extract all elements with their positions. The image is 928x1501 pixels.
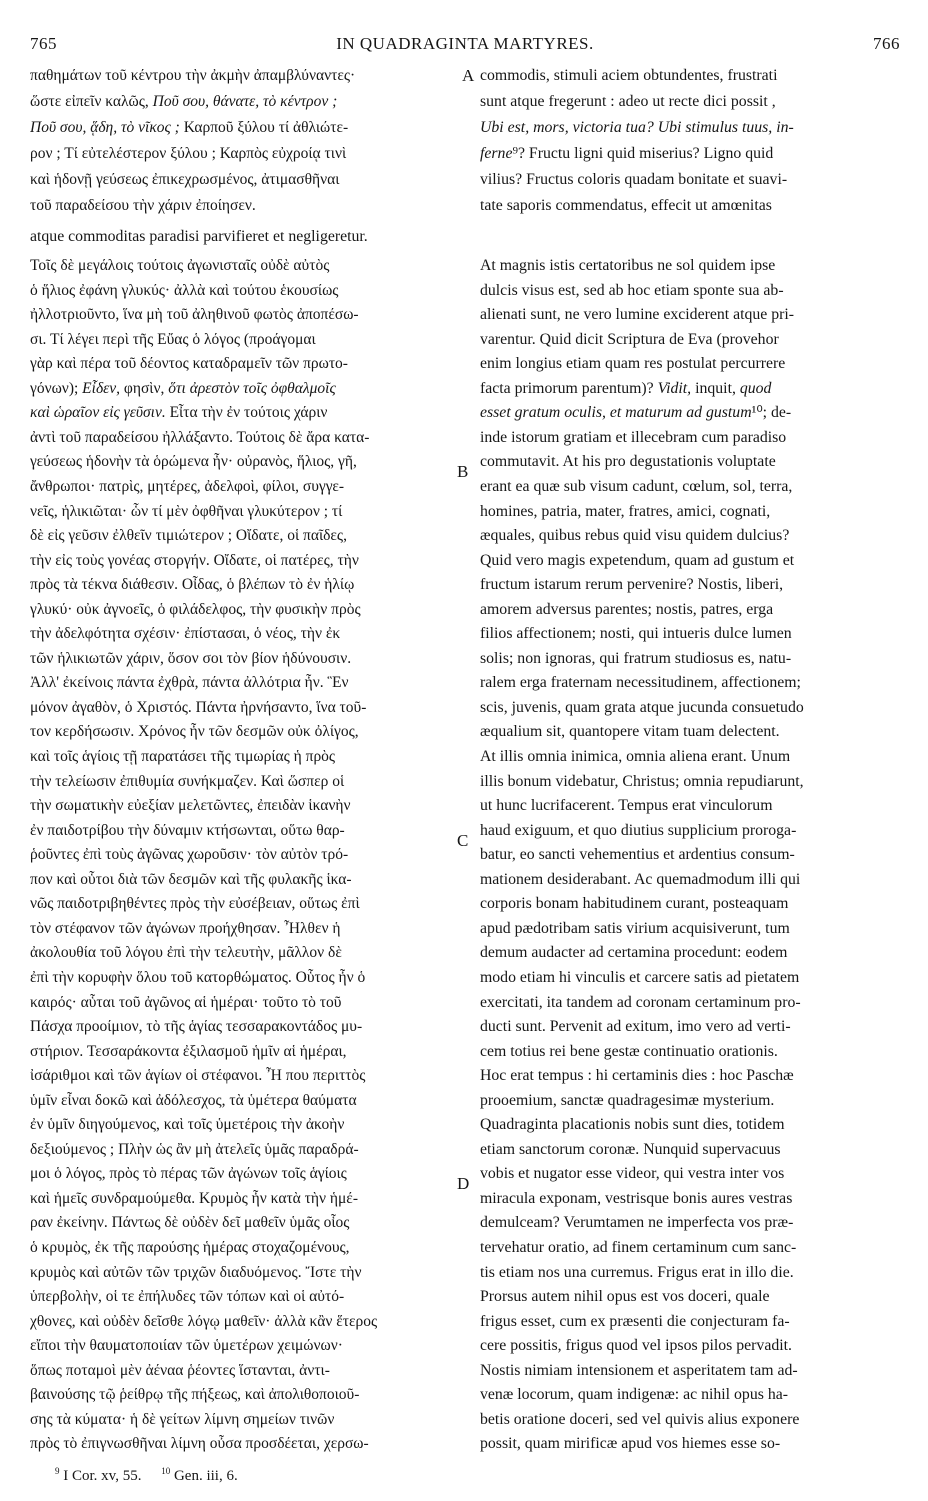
main-latin-line (480, 1432, 900, 1455)
main-latin-line (480, 941, 900, 964)
text-run: tate saporis commendatus, effecit ut amœnitas (480, 197, 772, 214)
main-latin-line (480, 671, 900, 694)
main-latin-line (480, 598, 900, 621)
italic-run: ferne (480, 145, 513, 162)
text-run: Quadraginta placationis nobis sunt dies, totidem (480, 1116, 785, 1134)
text-run: ὑπερβολὴν, οἱ τε ἐπήλυδες τῶν τόπων καὶ οἱ αὐτό- (30, 1288, 345, 1306)
text-run: Hoc erat tempus : hi certaminis dies : hoc Paschæ (480, 1067, 794, 1085)
text-run: filios affectionem; nosti, qui intueris dulce lumen (480, 625, 792, 643)
main-greek-line (30, 1211, 470, 1234)
top-latin-line (480, 142, 900, 165)
text-run: cem totius rei bene gestæ continuatio orationis. (480, 1042, 778, 1060)
main-greek-line (30, 1113, 470, 1136)
text-run: fructum istarum rerum pervenire? Nostis, liberi, (480, 576, 784, 594)
text-run: etiam sanctorum coronæ. Nunquid supervacuus (480, 1140, 781, 1158)
main-latin-line (480, 1015, 900, 1038)
main-latin-line (480, 573, 900, 596)
main-latin-line (480, 647, 900, 670)
main-greek-line (30, 917, 470, 940)
top-greek-line (30, 142, 470, 165)
text-run: miracula exponam, vestrisque bonis aures vestras (480, 1189, 793, 1207)
section-marker: B (457, 462, 469, 482)
page-number-left: 765 (30, 34, 57, 53)
italic-run: quod (739, 379, 772, 397)
main-latin-line (480, 1236, 900, 1259)
main-latin-line (480, 819, 900, 842)
main-latin-line (480, 1408, 900, 1431)
main-greek-line (30, 1310, 470, 1333)
text-run: ἀκολουθία τοῦ λόγου ἐπὶ τὴν τελευτὴν, μᾶλλον δὲ (30, 944, 342, 962)
text-run: Εἶτα τὴν ἐν τούτοις χάριν (165, 404, 328, 422)
main-greek-line (30, 1138, 470, 1161)
text-run: τὸν στέφανον τῶν ἀγώνων προήχθησαν. Ἦλθεν ἡ (30, 919, 341, 937)
text-run: commodis, stimuli aciem obtundentes, frustrati (480, 67, 778, 84)
text-run: Καρποῦ ξύλου τί ἀθλιώτε- (179, 119, 349, 136)
text-run: πρὸς τὸ ἐπιγνωσθῆναι λίμνη οὖσα προσδέεται, χερσω- (30, 1435, 369, 1453)
text-run: σι. Τί λέγει περὶ τῆς Εὔας ὁ λόγος (προάγομαι (30, 330, 316, 348)
main-greek-line (30, 573, 470, 596)
main-greek-line (30, 1040, 470, 1063)
main-greek-line (30, 1089, 470, 1112)
main-greek-line (30, 1187, 470, 1210)
italic-run: ὅτι ἀρεστὸν τοῖς ὀφθαλμοῖς (168, 379, 336, 397)
text-run: τὴν σωματικὴν εὐεξίαν μελετῶντες, ἐπειδὰν ἱκανὴν (30, 797, 351, 815)
text-run: ἐν ὑμῖν διηγούμενος, καὶ τοῖς ὑμετέροις τὴν ἀκοὴν (30, 1116, 345, 1134)
main-latin-line (480, 1211, 900, 1234)
text-run: enim longius etiam quam res postulat percurrere (480, 355, 786, 373)
text-run: καὶ ἡμεῖς συνδραμούμεθα. Κρυμὸς ἦν κατὰ τὴν ἡμέ- (30, 1189, 358, 1207)
main-greek-line (30, 475, 470, 498)
main-latin-line (480, 352, 900, 375)
main-latin-line (480, 303, 900, 326)
text-run: æquales, quibus rebus quid visu quidem dulcius? (480, 527, 790, 545)
main-latin-line (480, 524, 900, 547)
main-greek-line (30, 1408, 470, 1431)
main-greek-line (30, 696, 470, 719)
text-run: ὅπως ποταμοὶ μὲν ἀέναα ῥέοντες ἵστανται, ἀντι- (30, 1361, 330, 1379)
main-latin-line (480, 1359, 900, 1382)
text-run: commutavit. At his pro degustationis voluptate (480, 453, 776, 471)
main-latin-line (480, 1089, 900, 1112)
italic-run: Ubi est, mors, victoria tua? Ubi stimulus tuus, in- (480, 119, 794, 136)
text-run: τὴν εἰς τοὺς γονέας στοργήν. Οἴδατε, οἱ πατέρες, τὴν (30, 551, 359, 569)
main-greek-line (30, 770, 470, 793)
text-run: apud pædotribam satis virium acquisiverunt, tum (480, 919, 790, 937)
text-run: δεξιούμενος ; Πλὴν ὡς ἂν μὴ ἀτελεῖς ὑμᾶς παραδρά- (30, 1140, 359, 1158)
main-greek-line (30, 352, 470, 375)
text-run: κρυμὸς καὶ αὐτῶν τῶν τριχῶν διαδυόμενος. Ἴστε τὴν (30, 1263, 362, 1281)
top-latin-line (480, 116, 900, 139)
text-run: tervehatur oratio, ad finem certaminum cum sanc- (480, 1239, 797, 1256)
main-latin-line (480, 720, 900, 743)
text-run: δὲ εἰς γεῦσιν ἐλθεῖν τιμιώτερον ; Οἴδατε, οἱ παῖδες, (30, 527, 347, 545)
main-greek-line (30, 966, 470, 989)
top-greek-line (30, 194, 470, 217)
text-run: ἀντὶ τοῦ παραδείσου ἠλλάξαντο. Τούτοις δὲ ἄρα κατα- (30, 428, 370, 446)
main-latin-line (480, 1113, 900, 1136)
main-greek-line (30, 303, 470, 326)
text-run: batur, eo sancti vehementius et ardentius consum- (480, 846, 795, 864)
italic-run: Vidit, (657, 379, 692, 397)
text-run: æqualium sit, quantopere vitam tuam delectent. (480, 723, 780, 741)
main-latin-line (480, 1162, 900, 1185)
text-run: mationem desiderabant. Ac quemadmodum illi qui (480, 870, 801, 888)
main-greek-line (30, 745, 470, 768)
text-run: ὑμῖν εἶναι δοκῶ καὶ ἀδόλεσχος, τὰ ὑμέτερα θαύματα (30, 1091, 357, 1109)
text-run: inde istorum gratiam et illecebram cum paradiso (480, 428, 787, 446)
top-greek-line (30, 168, 470, 191)
text-run: corporis bonam habitudinem curant, posteaquam (480, 895, 789, 913)
main-greek-line (30, 598, 470, 621)
text-run: At magnis istis certatoribus ne sol quidem ipse (480, 257, 776, 274)
main-latin-line (480, 770, 900, 793)
main-latin-line (480, 843, 900, 866)
text-run: betis oratione doceri, sed vel quivis alius exponere (480, 1410, 800, 1428)
text-run: νεῖς, ἡλικιῶται· ὧν τί μὲν ὀφθῆναι γλυκύτερον ; τί (30, 502, 343, 520)
text-run: scis, juvenis, quam grata atque jucunda consuetudo (480, 698, 804, 716)
main-latin-line (480, 1334, 900, 1357)
text-run: sunt atque fregerunt : adeo ut recte dici possit , (480, 93, 776, 110)
text-run: ἠλλοτριοῦντο, ἵνα μὴ τοῦ ἀληθινοῦ φωτὸς ἀποπέσω- (30, 306, 359, 324)
top-latin-line (480, 64, 900, 87)
main-greek-line (30, 720, 470, 743)
italic-run: Ποῦ σου, ᾅδη, τὸ νῖκος ; (30, 119, 180, 136)
text-run: ὥστε εἰπεῖν καλῶς, (30, 93, 153, 110)
top-latin-line (480, 194, 900, 217)
top-greek-line (30, 90, 470, 113)
text-run: σης τὰ κύματα· ἡ δὲ γείτων λίμνη σημείων τινῶν (30, 1410, 335, 1428)
text-run: γλυκύ· οὐκ ἀγνοεῖς, ὁ φιλάδελφος, τὴν φυσικὴν πρὸς (30, 600, 361, 618)
text-run: Ἀλλ' ἐκείνοις πάντα ἐχθρὰ, πάντα ἀλλότρια ἦν. Ἓν (30, 674, 349, 692)
text-run: καιρός· αὗται τοῦ ἀγῶνος αἱ ἡμέραι· τοῦτο τὸ τοῦ (30, 993, 342, 1011)
text-run: ὁ ἥλιος ἐφάνη γλυκύς· ἀλλὰ καὶ τούτου ἑκουσίως (30, 281, 339, 299)
top-latin-line (480, 168, 900, 191)
main-latin-line (480, 377, 900, 400)
main-latin-line (480, 1064, 900, 1087)
main-greek-line (30, 279, 470, 302)
text-run: homines, patria, mater, fratres, amici, cognati, (480, 502, 771, 520)
text-run: ἐπὶ τὴν κορυφὴν ὅλου τοῦ κατορθώματος. Οὗτος ἦν ὁ (30, 968, 366, 986)
main-latin-line (480, 1383, 900, 1406)
text-run: possit, quam mirificæ apud vos hiemes esse so- (480, 1435, 781, 1453)
text-run: solis; non ignoras, qui fratrum studiosus es, natu- (480, 649, 792, 667)
text-run: ρον ; Τί εὐτελέστερον ξύλου ; Καρπὸς εὐχροίᾳ τινὶ (30, 145, 347, 162)
top-latin-line (480, 90, 900, 113)
text-run: amorem adversus parentes; nostis, patres, erga (480, 600, 774, 618)
main-greek-line (30, 794, 470, 817)
main-latin-line (480, 279, 900, 302)
text-run: ὁ κρυμὸς, ἐκ τῆς παρούσης ἡμέρας στοχαζομένους, (30, 1239, 350, 1256)
text-run: γὰρ καὶ πέρα τοῦ δέοντος καταδραμεῖν τῶν πρωτο- (30, 355, 348, 373)
top-greek-line (30, 116, 470, 139)
main-latin-line (480, 745, 900, 768)
main-latin-line (480, 868, 900, 891)
text-run: ut hunc lucrifacerent. Tempus erat vinculorum (480, 797, 773, 815)
text-run: dulcis visus est, sed ab hoc etiam sponte sua ab- (480, 281, 784, 299)
text-run: τὴν τελείωσιν ἐπιθυμία συνήκμαζεν. Καὶ ὥσπερ οἱ (30, 772, 345, 790)
main-greek-line (30, 1162, 470, 1185)
text-run: modo etiam hi vinculis et carcere satis ad pietatem (480, 968, 800, 986)
text-run: ἰσάριθμοι καὶ τῶν ἁγίων οἱ στέφανοι. Ἦ που περιττὸς (30, 1067, 366, 1085)
main-greek-line (30, 377, 470, 400)
text-run: καὶ ἡδονῇ γεύσεως ἐπικεχρωσμένος, ἀτιμασθῆναι (30, 171, 340, 188)
text-run: alienati sunt, ne vero lumine exciderent atque pri- (480, 306, 795, 324)
main-latin-line (480, 892, 900, 915)
text-run: χθονες, καὶ οὐδὲν δεῖσθε λόγῳ μαθεῖν· ἀλλὰ κἂν ἕτερος (30, 1312, 378, 1330)
main-latin-line (480, 622, 900, 645)
main-greek-line (30, 892, 470, 915)
main-greek-line (30, 524, 470, 547)
text-run: demulceam? Verumtamen ne imperfecta vos præ- (480, 1214, 794, 1232)
main-latin-line (480, 1310, 900, 1333)
main-greek-line (30, 401, 470, 424)
main-latin-line (480, 401, 900, 424)
text-run: τον κερδήσωσιν. Χρόνος ἦν τῶν δεσμῶν οὐκ ὀλίγος, (30, 723, 359, 741)
main-latin-line (480, 1040, 900, 1063)
section-marker: C (457, 830, 469, 850)
text-run: Τοῖς δὲ μεγάλοις τούτοις ἀγωνισταῖς οὐδὲ αὐτὸς (30, 257, 330, 274)
main-greek-line (30, 1383, 470, 1406)
footnote-10: $^{10}$ Gen. iii, 6. (161, 1466, 238, 1484)
italic-run: esset gratum oculis, et maturum ad gustum (480, 404, 752, 422)
main-latin-line (480, 450, 900, 473)
main-latin-line (480, 1187, 900, 1210)
text-run: Πάσχα προοίμιον, τὸ τῆς ἁγίας τεσσαρακοντάδος μυ- (30, 1018, 363, 1036)
text-run: ῥοῦντες ἐπὶ τοὺς ἀγῶνας χωροῦσιν· τὸν αὐτὸν τρό- (30, 846, 349, 864)
main-greek-line (30, 647, 470, 670)
main-greek-line (30, 941, 470, 964)
main-latin-line (480, 1261, 900, 1284)
text-run: γόνων); (30, 379, 83, 397)
main-greek-line (30, 450, 470, 473)
top-greek-line (30, 64, 470, 87)
main-latin-line (480, 1285, 900, 1308)
main-greek-line (30, 500, 470, 523)
text-run: φησὶν, (120, 379, 169, 397)
text-run: exercitati, ita tandem ad coronam certaminum pro- (480, 993, 801, 1011)
main-greek-line (30, 991, 470, 1014)
main-latin-line (480, 475, 900, 498)
text-run: Prorsus autem nihil opus est vos doceri, quale (480, 1288, 770, 1306)
main-latin-line (480, 991, 900, 1014)
text-run: ραν ἐκείνην. Πάντως δὲ οὐδὲν δεῖ μαθεῖν ὑμᾶς οἷος (30, 1214, 350, 1232)
text-run: erant ea quæ sub visum cadunt, cœlum, sol, terra, (480, 477, 793, 495)
text-run: ducti sunt. Pervenit ad exitum, imo vero ad verti- (480, 1018, 791, 1036)
main-latin-line (480, 500, 900, 523)
text-run: inquit, (691, 379, 740, 397)
main-latin-line (480, 426, 900, 449)
text-run: βαινούσης τῷ ῥείθρῳ τῆς πήξεως, καὶ ἀπολιθοποιοῦ- (30, 1386, 360, 1404)
main-greek-line (30, 868, 470, 891)
text-run: τὴν ἀδελφότητα σχέσιν· ἐπίστασαι, ὁ νέος, τὴν ἐκ (30, 625, 341, 643)
main-greek-line (30, 1334, 470, 1357)
text-run: vilius? Fructus coloris quadam bonitate et suavi- (480, 171, 788, 188)
main-greek-line (30, 426, 470, 449)
main-greek-line (30, 819, 470, 842)
main-greek-line (30, 549, 470, 572)
text-run: νῶς παιδοτριβηθέντες πρὸς τὴν εὐσέβειαν, οὕτως ἐπὶ (30, 895, 360, 913)
main-greek-line (30, 1261, 470, 1284)
text-run: γεύσεως ἡδονὴν τὰ ὁρώμενα ἦν· οὐρανὸς, ἥλιος, γῆ, (30, 453, 357, 471)
top-tail-line: atque commoditas paradisi parvifieret et negligeretur. (30, 228, 368, 245)
text-run: facta primorum parentum)? (480, 379, 658, 397)
main-greek-line (30, 1432, 470, 1455)
footnotes (55, 1466, 254, 1485)
text-run: illis bonum videbatur, Christus; omnia repudiarunt, (480, 772, 804, 790)
text-run: haud exiguum, et quo diutius supplicium proroga- (480, 821, 797, 839)
text-run: demum audacter ad certamina procedunt: eodem (480, 944, 788, 962)
text-run: vobis et nugator esse videor, qui vestra inter vos (480, 1165, 785, 1183)
italic-run: Εἶδεν, (82, 379, 121, 397)
page-number-right: 766 (873, 34, 900, 53)
text-run: ἐν παιδοτρίβου τὴν δύναμιν κτήσωνται, οὕτω θαρ- (30, 821, 345, 839)
main-greek-line (30, 671, 470, 694)
italic-run: Ποῦ σου, θάνατε, τὸ κέντρον ; (152, 93, 338, 110)
section-marker: D (457, 1174, 470, 1194)
main-greek-line (30, 1359, 470, 1382)
text-run: πον καὶ οὗτοι διὰ τῶν δεσμῶν καὶ τῆς φυλακῆς ἱκα- (30, 870, 352, 888)
text-run: μοι ὁ λόγος, πρὸς τὸ πέρας τῶν ἀγώνων τοῖς ἁγίοις (30, 1165, 347, 1183)
text-run: πρὸς τὰ τέκνα διάθεσιν. Οἶδας, ὁ βλέπων τὸ ἐν ἡλίῳ (30, 576, 355, 594)
text-run: στήριον. Τεσσαράκοντα ἐξιλασμοῦ ἡμῖν αἱ ἡμέραι, (30, 1042, 347, 1060)
text-run: τῶν ἡλικιωτῶν χάριν, ὅσον σοι τὸν βίον ἡδύνουσιν. (30, 649, 352, 667)
main-latin-line (480, 1138, 900, 1161)
main-latin-line (480, 966, 900, 989)
main-latin-line (480, 328, 900, 351)
main-greek-line (30, 1064, 470, 1087)
main-latin-line (480, 254, 900, 277)
footnote-9: $^9$ I Cor. xv, 55. (55, 1466, 142, 1484)
text-run: tis etiam nos una curremus. Frigus erat in illo die. (480, 1263, 794, 1281)
italic-run: καὶ ὡραῖον εἰς γεῦσιν. (30, 404, 166, 422)
main-greek-line (30, 328, 470, 351)
text-run: καὶ τοῖς ἁγίοις τῇ παρατάσει τῆς τιμωρίας ἡ πρὸς (30, 748, 336, 765)
main-latin-line (480, 696, 900, 719)
text-run: Nostis nimiam intensionem et asperitatem tam ad- (480, 1361, 798, 1379)
text-run: ralem erga fraternam necessitudinem, affectionem; (480, 674, 801, 692)
text-run: μόνον ἀγαθὸν, ὁ Χριστός. Πάντα ἠρνήσαντο, ἵνα τοῦ- (30, 698, 367, 716)
text-run: venæ locorum, quam indigenæ: ac nihil opus ha- (480, 1386, 788, 1404)
text-run: frigus esset, cum ex præsenti die conjecturam fa- (480, 1312, 790, 1330)
main-latin-line (480, 549, 900, 572)
text-run: τοῦ παραδείσου τὴν χάριν ἐποίησεν. (30, 197, 256, 214)
text-run: ἄνθρωποι· πατρὶς, μητέρες, ἀδελφοὶ, φίλοι, συγγε- (30, 477, 345, 495)
text-run: ⁹? Fructu ligni quid miserius? Ligno quid (512, 145, 774, 162)
main-greek-line (30, 1015, 470, 1038)
text-run: varentur. Quid dicit Scriptura de Eva (provehor (480, 330, 779, 348)
running-header (30, 34, 900, 58)
main-greek-line (30, 254, 470, 277)
main-greek-line (30, 1236, 470, 1259)
text-run: Quid vero magis expetendum, quam ad gustum et (480, 551, 795, 569)
text-run: cere possitis, frigus quod vel ipsos pilos pervadit. (480, 1337, 792, 1355)
main-latin-line (480, 794, 900, 817)
text-run: εἴποι τὴν θαυματοποιίαν τῶν ὑμετέρων χειμώνων· (30, 1337, 343, 1355)
main-greek-line (30, 843, 470, 866)
text-run: prooemium, sanctæ quadragesimæ mysterium. (480, 1091, 775, 1109)
text-run: παθημάτων τοῦ κέντρου τὴν ἀκμὴν ἀπαμβλύναντες· (30, 67, 356, 84)
running-title: IN QUADRAGINTA MARTYRES. (336, 34, 594, 53)
main-latin-line (480, 917, 900, 940)
text-run: At illis omnia inimica, omnia aliena erant. Unum (480, 748, 791, 765)
main-greek-line (30, 622, 470, 645)
section-marker: A (462, 66, 475, 85)
main-greek-line (30, 1285, 470, 1308)
text-run: ¹⁰; de- (751, 404, 792, 422)
